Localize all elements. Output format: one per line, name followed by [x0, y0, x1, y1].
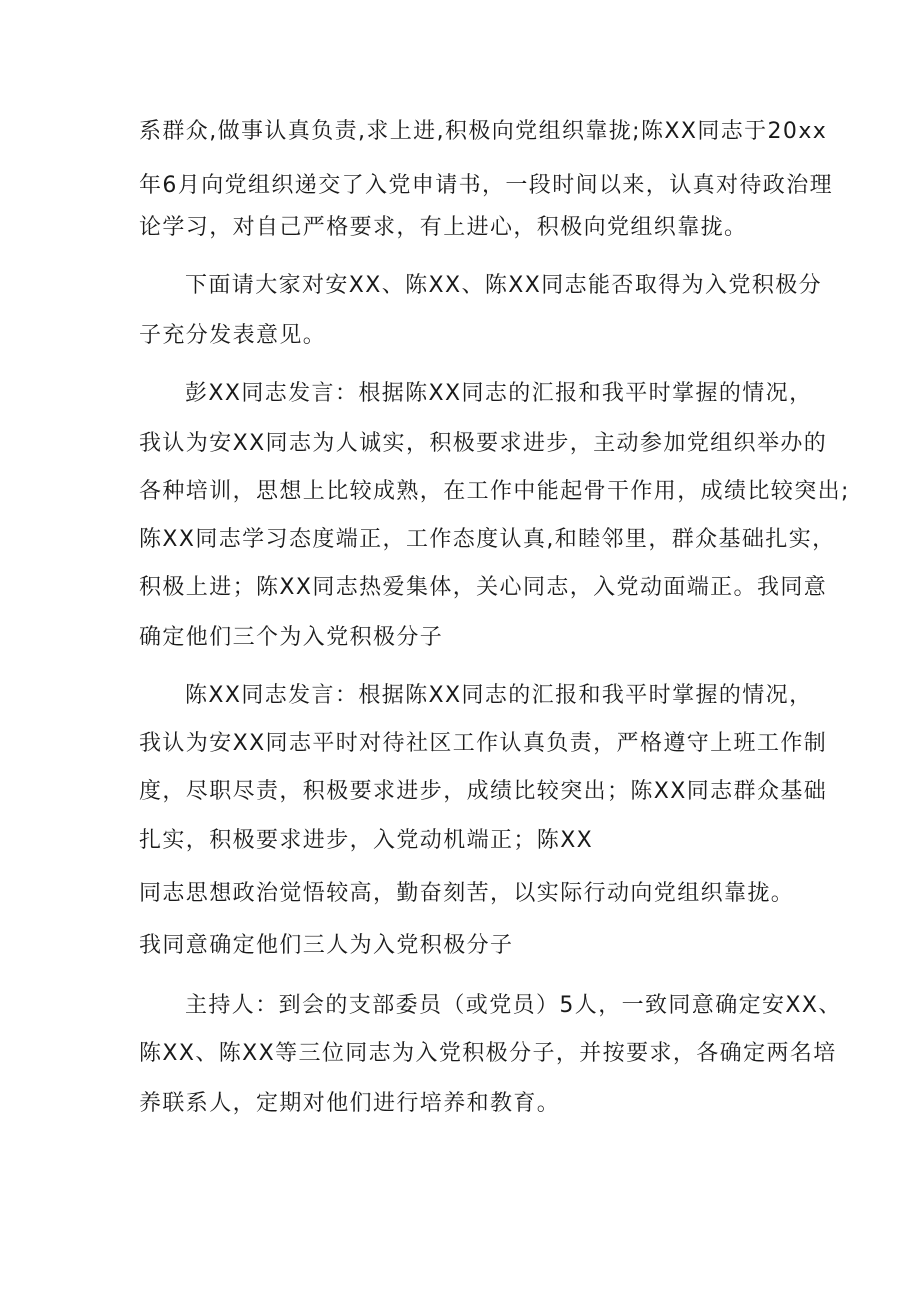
text-line: 我认为安XX同志平时对待社区工作认真负责，严格遵守上班工作制: [139, 731, 828, 756]
text-line: 年6月向党组织递交了入党申请书，一段时间以来，认真对待政治理: [139, 173, 833, 198]
text-line: 同志思想政治觉悟较高，勤奋刻苦，以实际行动向党组织靠拢。: [139, 881, 795, 906]
text-line: 彭XX同志发言：根据陈XX同志的汇报和我平时掌握的情况，: [185, 381, 813, 406]
text-line: 我同意确定他们三人为入党积极分子: [139, 933, 514, 958]
text-line: 下面请大家对安XX、陈XX、陈XX同志能否取得为入党积极分: [185, 273, 823, 298]
text-line: 论学习，对自己严格要求，有上进心，积极向党组织靠拢。: [139, 215, 748, 240]
text-line: 主持人：到会的支部委员（或党员）5人，一致同意确定安XX、: [185, 993, 842, 1018]
text-line: 度，尽职尽责，积极要求进步，成绩比较突出；陈XX同志群众基础: [139, 779, 828, 804]
text-line: 陈XX同志学习态度端正，工作态度认真,和睦邻里，群众基础扎实，: [139, 527, 836, 552]
text-line: 各种培训，思想上比较成熟，在工作中能起骨干作用，成绩比较突出;: [139, 479, 850, 504]
text-line: 我认为安XX同志为人诚实，积极要求进步，主动参加党组织举办的: [139, 431, 828, 456]
text-line: 养联系人，定期对他们进行培养和教育。: [139, 1091, 561, 1116]
text-line: 确定他们三个为入党积极分子: [139, 625, 444, 650]
text-line: 积极上进；陈XX同志热爱集体，关心同志，入党动面端正。我同意: [139, 575, 828, 600]
text-line: 陈XX、陈XX等三位同志为入党积极分子，并按要求，各确定两名培: [139, 1041, 837, 1066]
text-line: 子充分发表意见。: [139, 323, 327, 348]
text-line: 陈XX同志发言：根据陈XX同志的汇报和我平时掌握的情况，: [185, 683, 813, 708]
text-line: 系群众,做事认真负责,求上进,积极向党组织靠拢;陈XX同志于20xx: [139, 119, 828, 144]
text-line: 扎实，积极要求进步，入党动机端正；陈XX: [139, 828, 594, 853]
